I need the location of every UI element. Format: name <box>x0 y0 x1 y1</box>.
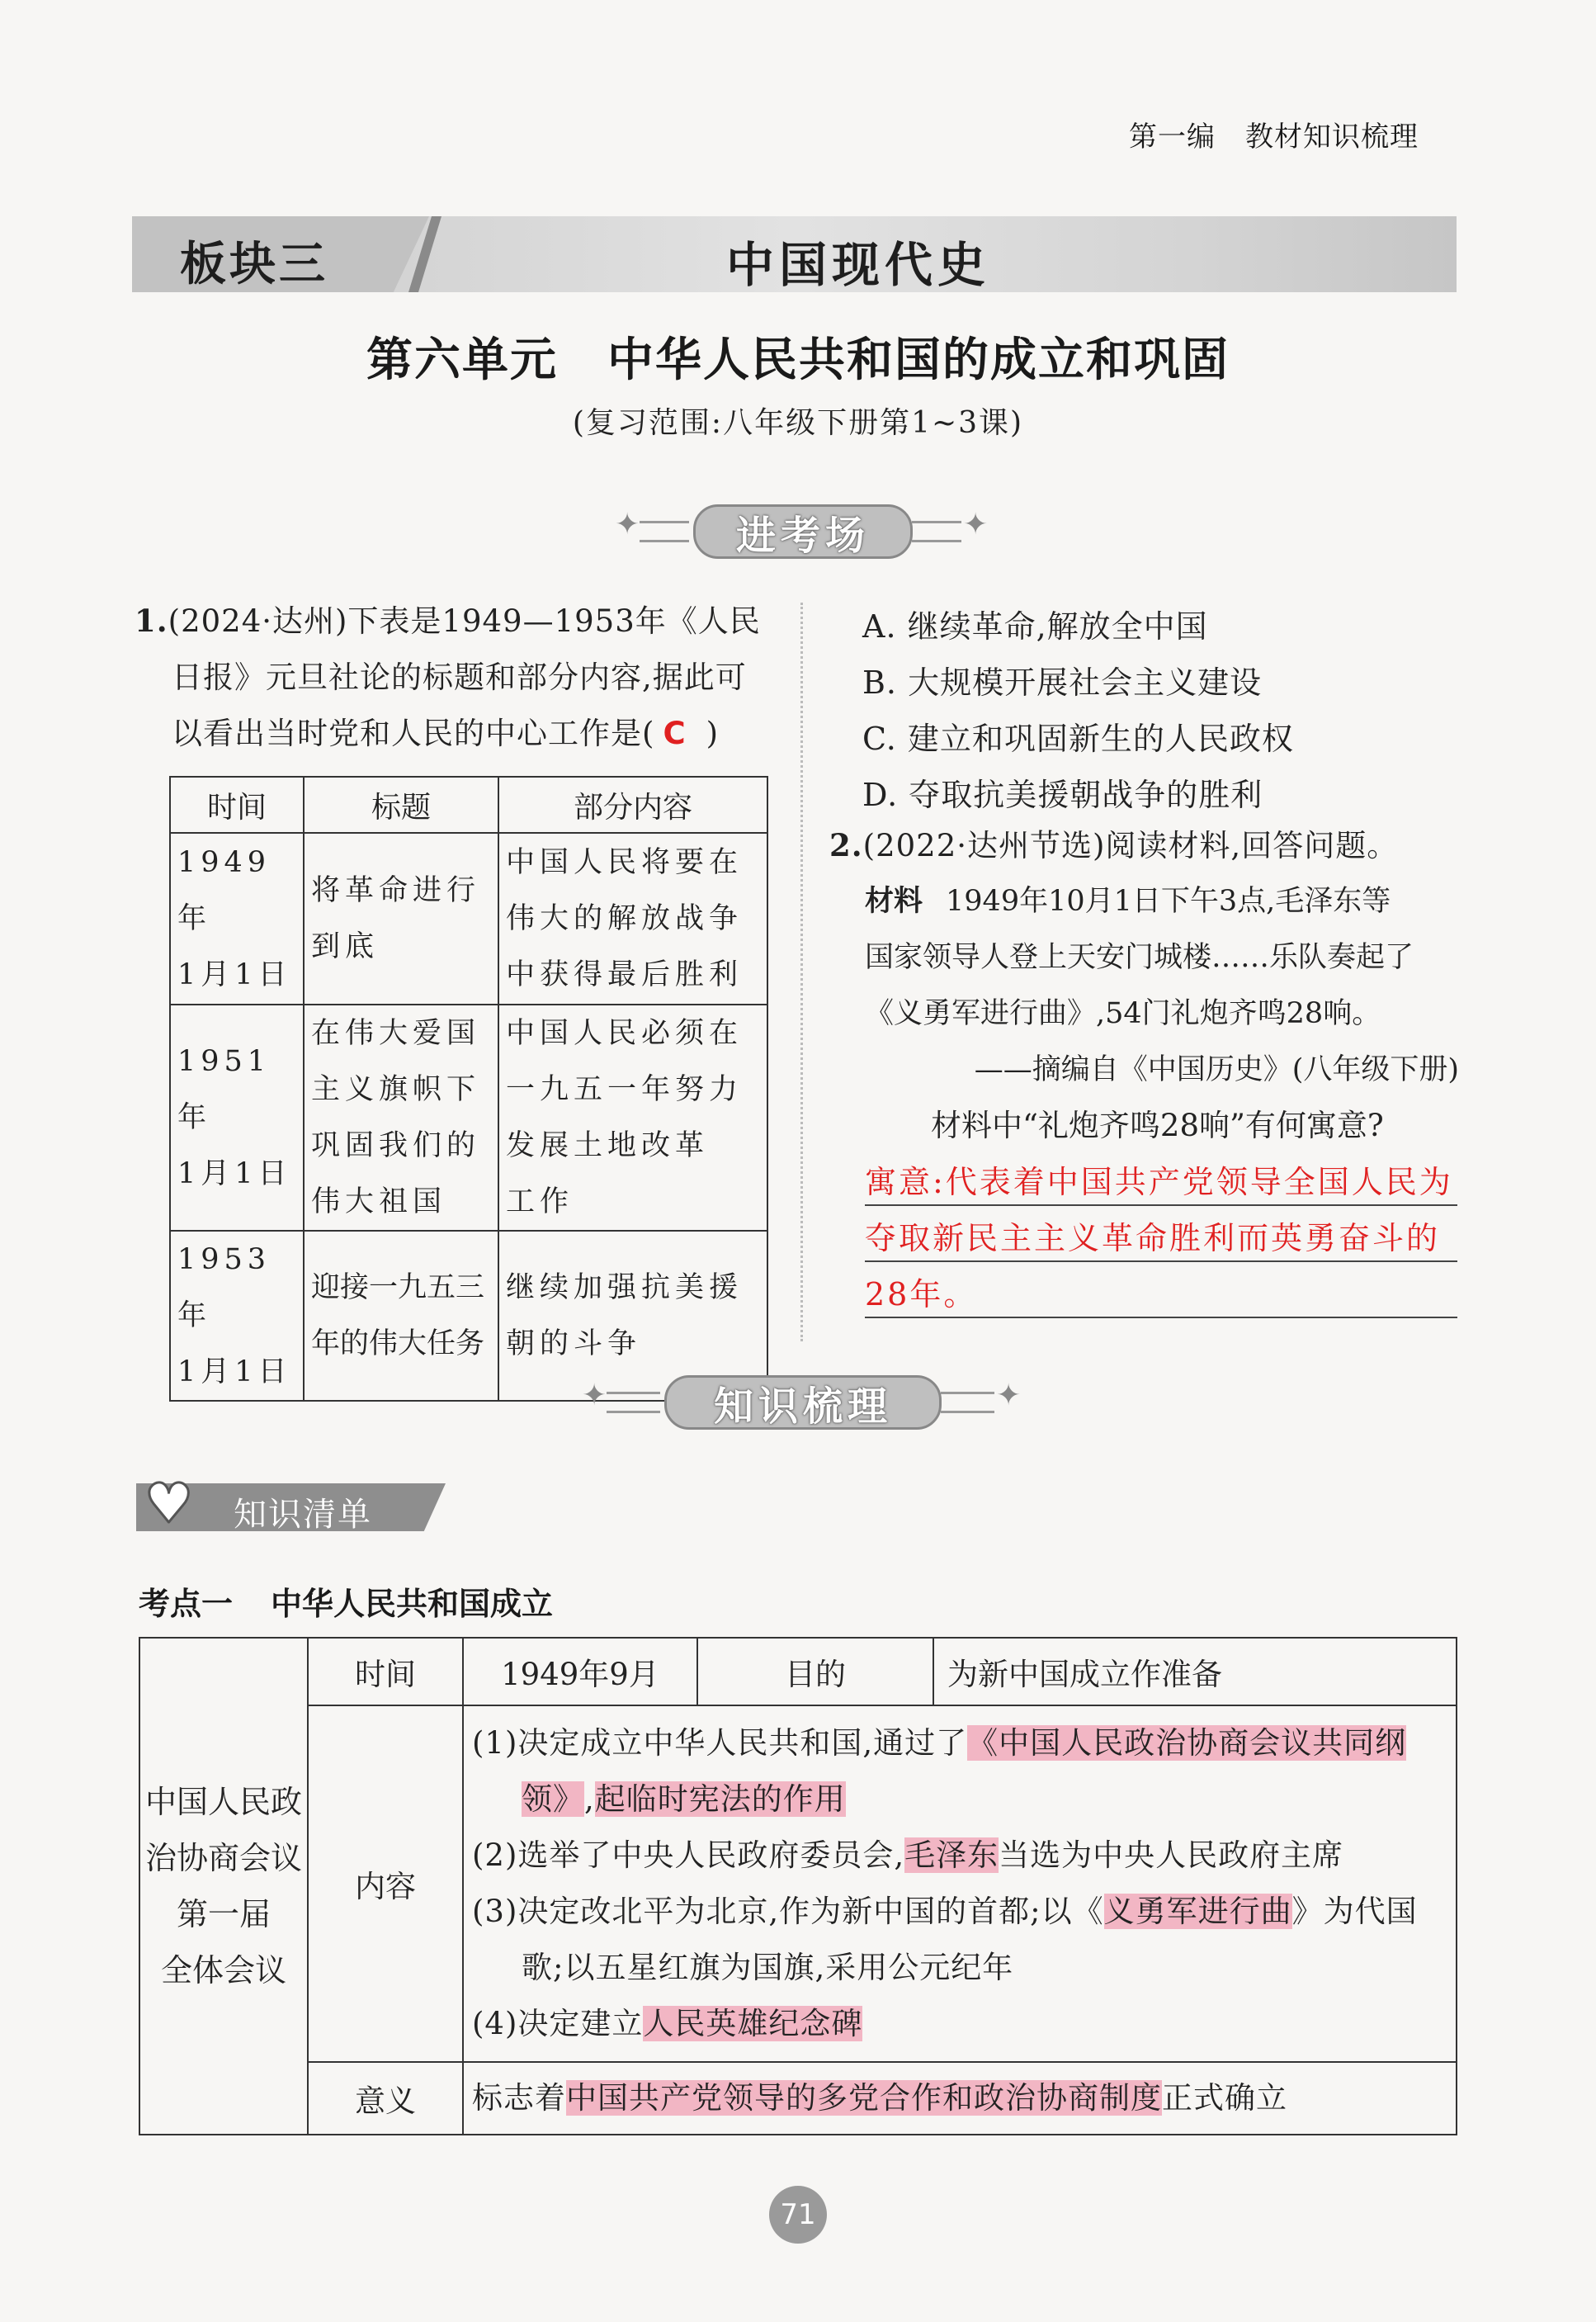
row-time <box>170 1231 304 1401</box>
knowledge-list-text: 知识清单 <box>234 1496 372 1534</box>
cell-line: 1951年 <box>177 1045 272 1134</box>
question-1 <box>135 593 786 762</box>
content-text: 正式确立 <box>1162 2080 1287 2116</box>
event-line: 第一届 <box>176 1896 271 1932</box>
table-row <box>139 1638 1457 1705</box>
meaning-label: 意义 <box>308 2062 463 2135</box>
badge-wing-right <box>912 521 961 542</box>
content-cell <box>463 1705 1457 2062</box>
table-header-row <box>170 777 767 833</box>
cell-line: 工作 <box>506 1185 574 1218</box>
knowledge-list-label <box>136 1472 446 1535</box>
cell-line: 巩固我们的 <box>311 1129 481 1162</box>
knowledge-table <box>139 1637 1457 2135</box>
material-line: 《义勇军进行曲》,54门礼炮齐鸣28响。 <box>865 997 1381 1030</box>
knowledge-badge <box>582 1370 1022 1430</box>
banner-title: 中国现代史 <box>726 237 991 293</box>
q2-question: 材料中“礼炮齐鸣28响”有何寓意? <box>931 1108 1384 1143</box>
q1-line-3 <box>135 706 786 762</box>
cell-line: 年的伟大任务 <box>311 1327 485 1360</box>
exam-badge <box>615 499 989 559</box>
q1-table <box>169 776 768 1402</box>
row-content <box>498 833 767 1005</box>
content-text: (1)决定成立中华人民共和国,通过了 <box>472 1725 968 1761</box>
event-line: 治协商会议 <box>144 1840 302 1876</box>
section-header <box>1129 114 1419 154</box>
cell-line: 中国人民必须在 <box>506 1017 744 1050</box>
exam-badge-label: 进考场 <box>693 504 913 559</box>
cell-line: 继续加强抗美援 <box>506 1271 744 1304</box>
content-text: , <box>584 1781 595 1817</box>
time-label: 时间 <box>308 1638 463 1705</box>
table-row <box>139 1705 1457 2062</box>
cell-line: 1月1日 <box>177 1157 292 1190</box>
badge-wing-left <box>607 1392 660 1413</box>
row-content <box>498 1005 767 1231</box>
knowledge-badge-label: 知识梳理 <box>664 1375 942 1430</box>
purpose-label: 目的 <box>697 1638 933 1705</box>
table-header-title: 标题 <box>304 777 498 833</box>
highlight: 人民英雄纪念碑 <box>643 2006 863 2041</box>
meaning-cell <box>463 2062 1457 2135</box>
content-text: (3)决定改北平为北京,作为新中国的首都;以《 <box>472 1894 1104 1929</box>
cell-line: 到底 <box>311 930 380 963</box>
heart-icon: ♥ <box>144 1472 194 1535</box>
content-text: (2)选举了中央人民政府委员会, <box>472 1837 905 1873</box>
row-title <box>304 833 498 1005</box>
q1-close-paren: ) <box>706 716 720 751</box>
q2-material <box>865 873 1459 1154</box>
material-label: 材料 <box>865 885 923 918</box>
event-line: 中国人民政 <box>144 1784 302 1820</box>
row-time <box>170 1005 304 1231</box>
cell-line: 1月1日 <box>177 958 292 991</box>
q2-answer <box>865 1154 1459 1322</box>
header-title: 教材知识梳理 <box>1245 121 1419 154</box>
row-title <box>304 1005 498 1231</box>
unit-number: 第六单元 <box>366 333 558 387</box>
content-text: 当选为中央人民政府主席 <box>999 1837 1344 1873</box>
time-value: 1949年9月 <box>463 1638 697 1705</box>
content-line <box>472 1996 1447 2052</box>
star-icon: ✦ <box>963 508 989 541</box>
star-icon: ✦ <box>615 508 640 541</box>
star-icon: ✦ <box>582 1379 607 1412</box>
content-label: 内容 <box>308 1705 463 2062</box>
q1-line-2: 日报》元旦社论的标题和部分内容,据此可 <box>172 660 747 695</box>
highlight: 起临时宪法的作用 <box>594 1781 846 1817</box>
answer-underline <box>865 1260 1457 1262</box>
column-divider <box>800 603 803 1341</box>
q1-number: 1. <box>135 603 168 639</box>
highlight: 中国共产党领导的多党合作和政治协商制度 <box>566 2080 1162 2116</box>
cell-line: 在伟大爱国 <box>311 1017 481 1050</box>
review-range: (复习范围:八年级下册第1~3课) <box>572 406 1024 440</box>
option-d: D. 夺取抗美援朝战争的胜利 <box>862 777 1263 813</box>
answer-underline <box>865 1204 1457 1206</box>
q2-number: 2. <box>829 827 863 863</box>
q1-text: 以看出当时党和人民的中心工作是( <box>172 716 655 751</box>
q1-answer: C <box>663 716 687 751</box>
answer-line: 28年。 <box>865 1276 978 1312</box>
highlight: 领》 <box>522 1781 584 1817</box>
content-line <box>472 1828 1447 1884</box>
cell-line: 主义旗帜下 <box>311 1073 481 1106</box>
kaodian-label: 考点一 <box>139 1586 234 1622</box>
material-line <box>865 873 1459 929</box>
highlight: 《中国人民政治协商会议共同纲 <box>967 1725 1407 1761</box>
cell-line: 伟大的解放战争 <box>506 902 744 935</box>
banner <box>132 216 1457 292</box>
q1-text: (2024·达州)下表是1949—1953年《人民 <box>168 603 761 639</box>
material-source: ——摘编自《中国历史》(八年级下册) <box>974 1053 1459 1086</box>
cell-line: 发展土地改革 <box>506 1129 710 1162</box>
row-title <box>304 1231 498 1401</box>
question-2 <box>829 817 1481 874</box>
star-icon: ✦ <box>996 1379 1022 1412</box>
highlight: 毛泽东 <box>904 1837 999 1873</box>
cell-line: 中国人民将要在 <box>506 846 744 879</box>
table-row <box>139 2062 1457 2135</box>
kaodian-heading <box>139 1578 553 1624</box>
event-cell <box>139 1638 308 2135</box>
banner-block-label: 板块三 <box>180 237 328 291</box>
header-part: 第一编 <box>1129 121 1216 154</box>
content-text: 》为代国 <box>1291 1894 1418 1929</box>
answer-underline <box>865 1317 1457 1318</box>
cell-line: 1月1日 <box>177 1355 292 1388</box>
q2-intro: (2022·达州节选)阅读材料,回答问题。 <box>862 828 1399 863</box>
highlight: 义勇军进行曲 <box>1103 1894 1292 1929</box>
answer-line: 夺取新民主主义革命胜利而英勇奋斗的 <box>865 1220 1441 1256</box>
cell-line: 将革命进行 <box>311 874 481 907</box>
cell-line: 1953年 <box>177 1243 272 1332</box>
content-line <box>472 1771 1447 1828</box>
table-header-content: 部分内容 <box>498 777 767 833</box>
content-text: (4)决定建立 <box>472 2006 644 2041</box>
cell-line: 伟大祖国 <box>311 1185 447 1218</box>
option-a: A. 继续革命,解放全中国 <box>862 608 1208 645</box>
option-b: B. 大规模开展社会主义建设 <box>862 664 1263 701</box>
unit-title <box>0 324 1596 390</box>
table-row <box>170 833 767 1005</box>
content-line <box>472 1884 1447 1940</box>
content-text: 标志着 <box>472 2080 566 2116</box>
badge-wing-left <box>640 521 689 542</box>
cell-line: 朝的斗争 <box>506 1327 642 1360</box>
unit-name: 中华人民共和国的成立和巩固 <box>607 333 1230 387</box>
kaodian-title: 中华人民共和国成立 <box>271 1586 554 1622</box>
material-line: 国家领导人登上天安门城楼……乐队奏起了 <box>865 941 1414 974</box>
table-row <box>170 1005 767 1231</box>
page-number: 71 <box>769 2186 827 2244</box>
content-line <box>472 1715 1447 1771</box>
content-line: 歌;以五星红旗为国旗,采用公元纪年 <box>522 1950 1014 1985</box>
badge-wing-right <box>941 1392 994 1413</box>
cell-line: 一九五一年努力 <box>506 1073 744 1106</box>
q1-line-1 <box>135 593 786 650</box>
answer-line: 寓意:代表着中国共产党领导全国人民为 <box>865 1164 1453 1200</box>
option-c: C. 建立和巩固新生的人民政权 <box>862 721 1294 757</box>
event-line: 全体会议 <box>160 1952 286 1989</box>
cell-line: 1949年 <box>177 846 272 935</box>
cell-line: 中获得最后胜利 <box>506 958 744 991</box>
row-time <box>170 833 304 1005</box>
table-header-time: 时间 <box>170 777 304 833</box>
purpose-value: 为新中国成立作准备 <box>933 1638 1457 1705</box>
material-text: 1949年10月1日下午3点,毛泽东等 <box>946 885 1391 918</box>
cell-line: 迎接一九五三 <box>311 1271 485 1304</box>
